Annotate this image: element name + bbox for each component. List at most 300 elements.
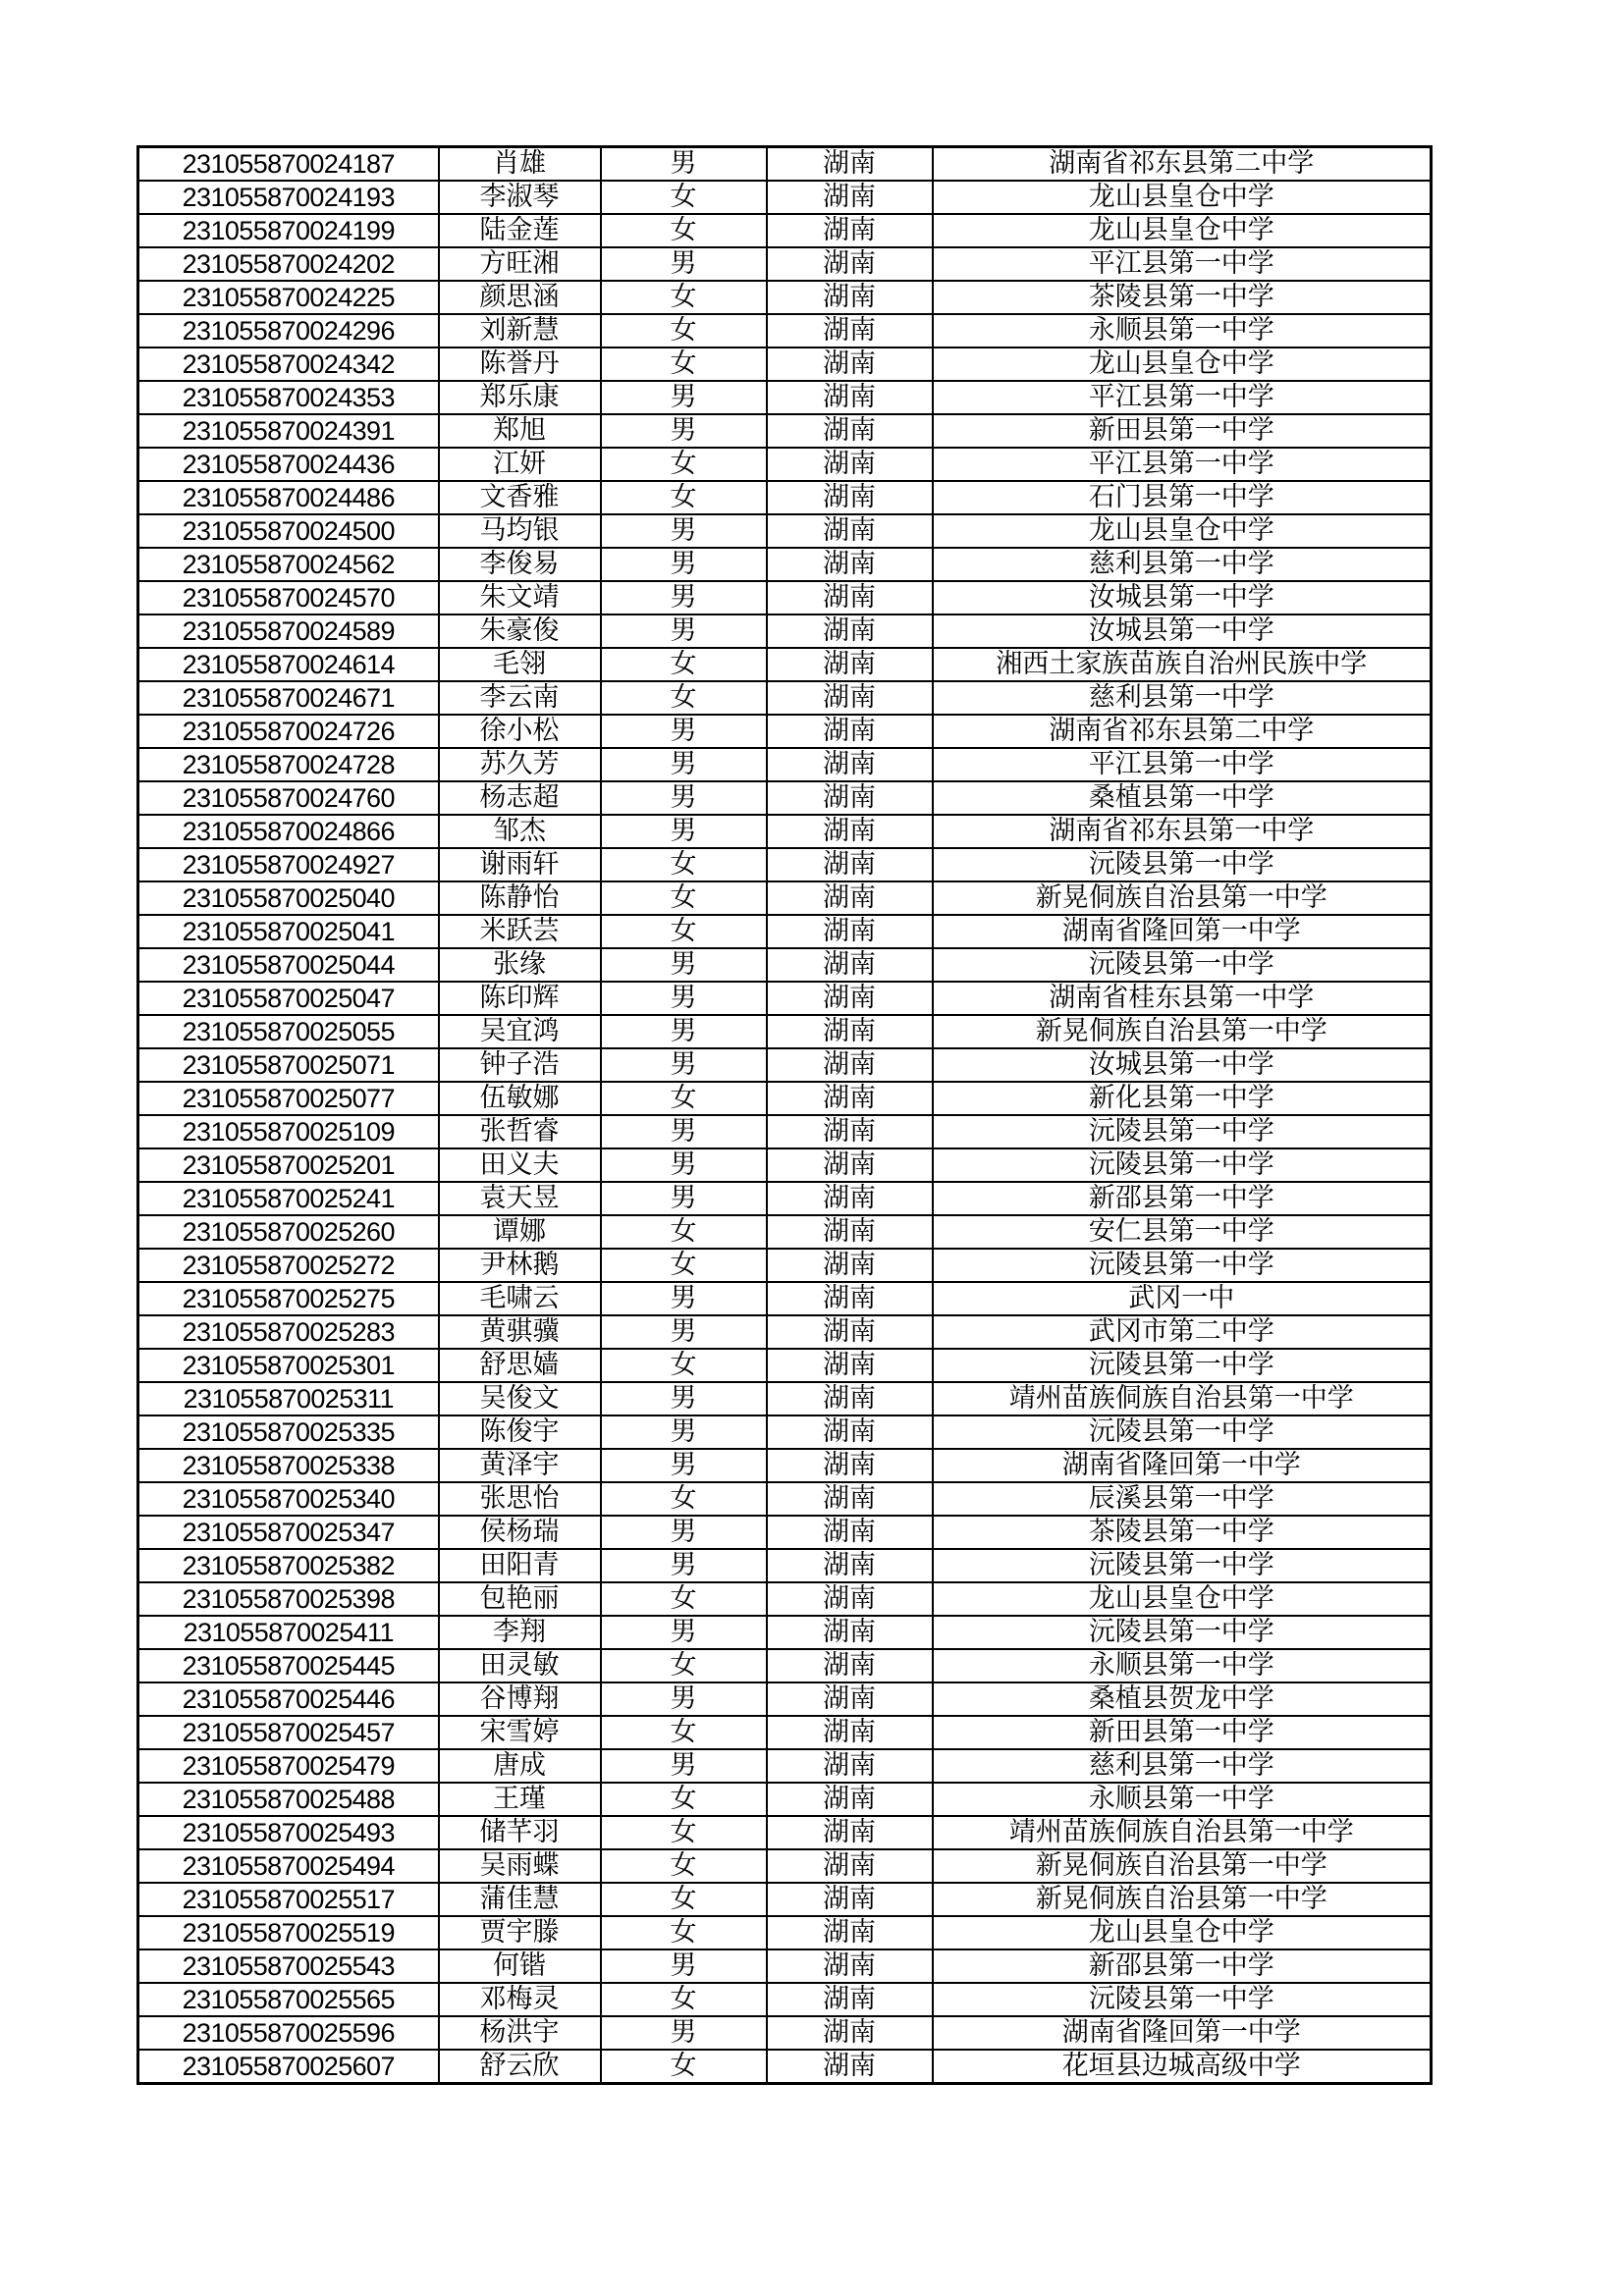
registration-id-cell: 231055870025047 xyxy=(138,982,439,1015)
gender-cell: 男 xyxy=(601,815,767,848)
gender-cell: 女 xyxy=(601,1816,767,1849)
student-name-cell: 伍敏娜 xyxy=(439,1082,601,1115)
student-name-cell: 蒲佳慧 xyxy=(439,1883,601,1916)
gender-cell: 男 xyxy=(601,147,767,182)
gender-cell: 男 xyxy=(601,2016,767,2050)
gender-cell: 女 xyxy=(601,1082,767,1115)
school-cell: 沅陵县第一中学 xyxy=(933,1249,1432,1282)
student-name-cell: 杨志超 xyxy=(439,781,601,815)
province-cell: 湖南 xyxy=(767,2016,933,2050)
province-cell: 湖南 xyxy=(767,1682,933,1716)
province-cell: 湖南 xyxy=(767,1849,933,1883)
table-row xyxy=(138,1015,1432,1048)
province-cell: 湖南 xyxy=(767,1916,933,1949)
registration-id-cell: 231055870025071 xyxy=(138,1048,439,1082)
table-row xyxy=(138,1048,1432,1082)
registration-id-cell: 231055870025446 xyxy=(138,1682,439,1716)
registration-id-cell: 231055870025488 xyxy=(138,1783,439,1816)
province-cell: 湖南 xyxy=(767,1315,933,1349)
registration-id-cell: 231055870025607 xyxy=(138,2050,439,2084)
student-name-cell: 方旺湘 xyxy=(439,247,601,281)
province-cell: 湖南 xyxy=(767,1015,933,1048)
gender-cell: 女 xyxy=(601,1482,767,1516)
student-name-cell: 尹林鹅 xyxy=(439,1249,601,1282)
student-name-cell: 吴雨蝶 xyxy=(439,1849,601,1883)
province-cell: 湖南 xyxy=(767,1616,933,1649)
province-cell: 湖南 xyxy=(767,915,933,948)
gender-cell: 男 xyxy=(601,982,767,1015)
table-row xyxy=(138,514,1432,548)
province-cell: 湖南 xyxy=(767,1115,933,1148)
school-cell: 慈利县第一中学 xyxy=(933,681,1432,715)
student-name-cell: 黄骐骥 xyxy=(439,1315,601,1349)
school-cell: 汝城县第一中学 xyxy=(933,614,1432,648)
table-row xyxy=(138,548,1432,581)
school-cell: 沅陵县第一中学 xyxy=(933,1115,1432,1148)
student-name-cell: 郑乐康 xyxy=(439,381,601,414)
school-cell: 湖南省祁东县第一中学 xyxy=(933,815,1432,848)
table-row xyxy=(138,481,1432,514)
gender-cell: 男 xyxy=(601,1015,767,1048)
province-cell: 湖南 xyxy=(767,881,933,915)
table-row xyxy=(138,347,1432,381)
registration-id-cell: 231055870025519 xyxy=(138,1916,439,1949)
province-cell: 湖南 xyxy=(767,548,933,581)
registration-id-cell: 231055870024866 xyxy=(138,815,439,848)
school-cell: 龙山县皇仓中学 xyxy=(933,1916,1432,1949)
gender-cell: 男 xyxy=(601,1449,767,1482)
table-row xyxy=(138,815,1432,848)
school-cell: 平江县第一中学 xyxy=(933,448,1432,481)
student-name-cell: 李云南 xyxy=(439,681,601,715)
student-name-cell: 何锴 xyxy=(439,1949,601,1983)
registration-id-cell: 231055870025493 xyxy=(138,1816,439,1849)
table-row xyxy=(138,1649,1432,1682)
student-roster-table xyxy=(136,145,1433,2085)
table-row xyxy=(138,147,1432,182)
registration-id-cell: 231055870024614 xyxy=(138,648,439,681)
province-cell: 湖南 xyxy=(767,1249,933,1282)
gender-cell: 女 xyxy=(601,214,767,247)
school-cell: 湖南省祁东县第二中学 xyxy=(933,147,1432,182)
province-cell: 湖南 xyxy=(767,1582,933,1616)
school-cell: 新晃侗族自治县第一中学 xyxy=(933,1015,1432,1048)
registration-id-cell: 231055870025494 xyxy=(138,1849,439,1883)
table-row xyxy=(138,1716,1432,1749)
student-name-cell: 张缘 xyxy=(439,948,601,982)
registration-id-cell: 231055870025044 xyxy=(138,948,439,982)
province-cell: 湖南 xyxy=(767,481,933,514)
student-name-cell: 陈誉丹 xyxy=(439,347,601,381)
school-cell: 沅陵县第一中学 xyxy=(933,1349,1432,1382)
gender-cell: 男 xyxy=(601,1148,767,1182)
gender-cell: 男 xyxy=(601,1282,767,1315)
school-cell: 永顺县第一中学 xyxy=(933,1783,1432,1816)
student-name-cell: 陈俊宇 xyxy=(439,1415,601,1449)
school-cell: 石门县第一中学 xyxy=(933,481,1432,514)
province-cell: 湖南 xyxy=(767,781,933,815)
school-cell: 武冈市第二中学 xyxy=(933,1315,1432,1349)
student-name-cell: 陆金莲 xyxy=(439,214,601,247)
table-row xyxy=(138,681,1432,715)
table-row xyxy=(138,314,1432,347)
gender-cell: 男 xyxy=(601,1682,767,1716)
student-name-cell: 田义夫 xyxy=(439,1148,601,1182)
registration-id-cell: 231055870025445 xyxy=(138,1649,439,1682)
gender-cell: 女 xyxy=(601,181,767,214)
school-cell: 沅陵县第一中学 xyxy=(933,948,1432,982)
student-name-cell: 包艳丽 xyxy=(439,1582,601,1616)
student-name-cell: 颜思涵 xyxy=(439,281,601,314)
school-cell: 新田县第一中学 xyxy=(933,414,1432,448)
registration-id-cell: 231055870024202 xyxy=(138,247,439,281)
table-row xyxy=(138,181,1432,214)
gender-cell: 女 xyxy=(601,1349,767,1382)
school-cell: 沅陵县第一中学 xyxy=(933,1148,1432,1182)
registration-id-cell: 231055870025241 xyxy=(138,1182,439,1215)
gender-cell: 女 xyxy=(601,881,767,915)
province-cell: 湖南 xyxy=(767,381,933,414)
school-cell: 湖南省桂东县第一中学 xyxy=(933,982,1432,1015)
province-cell: 湖南 xyxy=(767,1949,933,1983)
province-cell: 湖南 xyxy=(767,1282,933,1315)
registration-id-cell: 231055870025517 xyxy=(138,1883,439,1916)
registration-id-cell: 231055870025347 xyxy=(138,1516,439,1549)
student-name-cell: 徐小松 xyxy=(439,715,601,748)
student-name-cell: 马均银 xyxy=(439,514,601,548)
table-row xyxy=(138,781,1432,815)
table-row xyxy=(138,748,1432,781)
school-cell: 湖南省隆回第一中学 xyxy=(933,915,1432,948)
table-row xyxy=(138,381,1432,414)
school-cell: 靖州苗族侗族自治县第一中学 xyxy=(933,1816,1432,1849)
table-row xyxy=(138,247,1432,281)
student-name-cell: 米跃芸 xyxy=(439,915,601,948)
province-cell: 湖南 xyxy=(767,681,933,715)
school-cell: 龙山县皇仓中学 xyxy=(933,181,1432,214)
table-row xyxy=(138,1849,1432,1883)
school-cell: 茶陵县第一中学 xyxy=(933,1516,1432,1549)
student-name-cell: 储芊羽 xyxy=(439,1816,601,1849)
registration-id-cell: 231055870024353 xyxy=(138,381,439,414)
gender-cell: 男 xyxy=(601,715,767,748)
school-cell: 桑植县贺龙中学 xyxy=(933,1682,1432,1716)
school-cell: 靖州苗族侗族自治县第一中学 xyxy=(933,1382,1432,1415)
school-cell: 慈利县第一中学 xyxy=(933,548,1432,581)
school-cell: 新晃侗族自治县第一中学 xyxy=(933,1849,1432,1883)
gender-cell: 男 xyxy=(601,247,767,281)
student-name-cell: 陈静怡 xyxy=(439,881,601,915)
province-cell: 湖南 xyxy=(767,614,933,648)
school-cell: 桑植县第一中学 xyxy=(933,781,1432,815)
registration-id-cell: 231055870024726 xyxy=(138,715,439,748)
school-cell: 武冈一中 xyxy=(933,1282,1432,1315)
province-cell: 湖南 xyxy=(767,281,933,314)
school-cell: 新田县第一中学 xyxy=(933,1716,1432,1749)
table-row xyxy=(138,1783,1432,1816)
school-cell: 沅陵县第一中学 xyxy=(933,1415,1432,1449)
registration-id-cell: 231055870025275 xyxy=(138,1282,439,1315)
table-row xyxy=(138,1249,1432,1282)
table-row xyxy=(138,1382,1432,1415)
table-row xyxy=(138,1148,1432,1182)
school-cell: 茶陵县第一中学 xyxy=(933,281,1432,314)
student-name-cell: 朱豪俊 xyxy=(439,614,601,648)
school-cell: 汝城县第一中学 xyxy=(933,1048,1432,1082)
table-row xyxy=(138,1883,1432,1916)
registration-id-cell: 231055870025338 xyxy=(138,1449,439,1482)
gender-cell: 男 xyxy=(601,1182,767,1215)
province-cell: 湖南 xyxy=(767,1082,933,1115)
table-row xyxy=(138,414,1432,448)
registration-id-cell: 231055870024671 xyxy=(138,681,439,715)
table-row xyxy=(138,614,1432,648)
student-name-cell: 黄泽宇 xyxy=(439,1449,601,1482)
school-cell: 新化县第一中学 xyxy=(933,1082,1432,1115)
registration-id-cell: 231055870025382 xyxy=(138,1549,439,1582)
table-row xyxy=(138,1949,1432,1983)
student-name-cell: 吴俊文 xyxy=(439,1382,601,1415)
province-cell: 湖南 xyxy=(767,1716,933,1749)
table-row xyxy=(138,448,1432,481)
registration-id-cell: 231055870025311 xyxy=(138,1382,439,1415)
registration-id-cell: 231055870025457 xyxy=(138,1716,439,1749)
gender-cell: 男 xyxy=(601,1415,767,1449)
gender-cell: 男 xyxy=(601,748,767,781)
gender-cell: 男 xyxy=(601,381,767,414)
table-row xyxy=(138,1415,1432,1449)
table-row xyxy=(138,1749,1432,1783)
registration-id-cell: 231055870025301 xyxy=(138,1349,439,1382)
registration-id-cell: 231055870025335 xyxy=(138,1415,439,1449)
student-name-cell: 张思怡 xyxy=(439,1482,601,1516)
gender-cell: 女 xyxy=(601,1849,767,1883)
gender-cell: 男 xyxy=(601,614,767,648)
student-name-cell: 李翔 xyxy=(439,1616,601,1649)
registration-id-cell: 231055870025040 xyxy=(138,881,439,915)
province-cell: 湖南 xyxy=(767,247,933,281)
table-row xyxy=(138,1916,1432,1949)
gender-cell: 女 xyxy=(601,1582,767,1616)
province-cell: 湖南 xyxy=(767,181,933,214)
school-cell: 湖南省隆回第一中学 xyxy=(933,2016,1432,2050)
table-row xyxy=(138,648,1432,681)
student-name-cell: 毛翎 xyxy=(439,648,601,681)
gender-cell: 男 xyxy=(601,781,767,815)
student-name-cell: 侯杨瑞 xyxy=(439,1516,601,1549)
gender-cell: 男 xyxy=(601,1315,767,1349)
registration-id-cell: 231055870025411 xyxy=(138,1616,439,1649)
registration-id-cell: 231055870025201 xyxy=(138,1148,439,1182)
registration-id-cell: 231055870024187 xyxy=(138,147,439,182)
gender-cell: 男 xyxy=(601,1749,767,1783)
registration-id-cell: 231055870024562 xyxy=(138,548,439,581)
table-row xyxy=(138,281,1432,314)
school-cell: 安仁县第一中学 xyxy=(933,1215,1432,1249)
table-row xyxy=(138,881,1432,915)
student-name-cell: 陈印辉 xyxy=(439,982,601,1015)
student-name-cell: 李俊易 xyxy=(439,548,601,581)
student-name-cell: 朱文靖 xyxy=(439,581,601,614)
registration-id-cell: 231055870024193 xyxy=(138,181,439,214)
student-name-cell: 江妍 xyxy=(439,448,601,481)
province-cell: 湖南 xyxy=(767,1215,933,1249)
province-cell: 湖南 xyxy=(767,715,933,748)
registration-id-cell: 231055870024199 xyxy=(138,214,439,247)
school-cell: 龙山县皇仓中学 xyxy=(933,514,1432,548)
gender-cell: 男 xyxy=(601,1616,767,1649)
student-name-cell: 邓梅灵 xyxy=(439,1983,601,2016)
table-row xyxy=(138,1549,1432,1582)
student-name-cell: 王瑾 xyxy=(439,1783,601,1816)
student-name-cell: 谷博翔 xyxy=(439,1682,601,1716)
table-row xyxy=(138,1282,1432,1315)
registration-id-cell: 231055870025077 xyxy=(138,1082,439,1115)
school-cell: 新邵县第一中学 xyxy=(933,1949,1432,1983)
gender-cell: 男 xyxy=(601,948,767,982)
gender-cell: 男 xyxy=(601,1115,767,1148)
school-cell: 沅陵县第一中学 xyxy=(933,1983,1432,2016)
table-row xyxy=(138,1449,1432,1482)
registration-id-cell: 231055870024589 xyxy=(138,614,439,648)
gender-cell: 女 xyxy=(601,1916,767,1949)
student-name-cell: 钟子浩 xyxy=(439,1048,601,1082)
school-cell: 汝城县第一中学 xyxy=(933,581,1432,614)
gender-cell: 女 xyxy=(601,314,767,347)
school-cell: 平江县第一中学 xyxy=(933,381,1432,414)
registration-id-cell: 231055870024225 xyxy=(138,281,439,314)
student-name-cell: 田灵敏 xyxy=(439,1649,601,1682)
student-name-cell: 谢雨轩 xyxy=(439,848,601,881)
gender-cell: 男 xyxy=(601,414,767,448)
school-cell: 新邵县第一中学 xyxy=(933,1182,1432,1215)
province-cell: 湖南 xyxy=(767,1516,933,1549)
table-row xyxy=(138,1349,1432,1382)
student-name-cell: 宋雪婷 xyxy=(439,1716,601,1749)
province-cell: 湖南 xyxy=(767,314,933,347)
province-cell: 湖南 xyxy=(767,448,933,481)
gender-cell: 女 xyxy=(601,915,767,948)
table-row xyxy=(138,1582,1432,1616)
gender-cell: 女 xyxy=(601,1716,767,1749)
registration-id-cell: 231055870024391 xyxy=(138,414,439,448)
table-row xyxy=(138,1516,1432,1549)
table-row xyxy=(138,1482,1432,1516)
table-row xyxy=(138,1082,1432,1115)
school-cell: 永顺县第一中学 xyxy=(933,314,1432,347)
province-cell: 湖南 xyxy=(767,514,933,548)
gender-cell: 男 xyxy=(601,1949,767,1983)
school-cell: 辰溪县第一中学 xyxy=(933,1482,1432,1516)
student-name-cell: 刘新慧 xyxy=(439,314,601,347)
province-cell: 湖南 xyxy=(767,1482,933,1516)
registration-id-cell: 231055870025260 xyxy=(138,1215,439,1249)
province-cell: 湖南 xyxy=(767,1349,933,1382)
student-name-cell: 邹杰 xyxy=(439,815,601,848)
gender-cell: 女 xyxy=(601,481,767,514)
registration-id-cell: 231055870025543 xyxy=(138,1949,439,1983)
school-cell: 湖南省祁东县第二中学 xyxy=(933,715,1432,748)
province-cell: 湖南 xyxy=(767,1048,933,1082)
registration-id-cell: 231055870025283 xyxy=(138,1315,439,1349)
student-name-cell: 杨洪宇 xyxy=(439,2016,601,2050)
registration-id-cell: 231055870025109 xyxy=(138,1115,439,1148)
student-name-cell: 舒云欣 xyxy=(439,2050,601,2084)
school-cell: 新晃侗族自治县第一中学 xyxy=(933,881,1432,915)
province-cell: 湖南 xyxy=(767,2050,933,2084)
registration-id-cell: 231055870024500 xyxy=(138,514,439,548)
table-row xyxy=(138,1682,1432,1716)
province-cell: 湖南 xyxy=(767,347,933,381)
gender-cell: 女 xyxy=(601,648,767,681)
registration-id-cell: 231055870025479 xyxy=(138,1749,439,1783)
province-cell: 湖南 xyxy=(767,147,933,182)
province-cell: 湖南 xyxy=(767,815,933,848)
table-row xyxy=(138,1115,1432,1148)
gender-cell: 男 xyxy=(601,1048,767,1082)
table-row xyxy=(138,715,1432,748)
table-row xyxy=(138,1983,1432,2016)
school-cell: 沅陵县第一中学 xyxy=(933,1616,1432,1649)
table-row xyxy=(138,982,1432,1015)
gender-cell: 女 xyxy=(601,1249,767,1282)
gender-cell: 女 xyxy=(601,1783,767,1816)
roster-body xyxy=(138,147,1432,2084)
province-cell: 湖南 xyxy=(767,1415,933,1449)
gender-cell: 男 xyxy=(601,1516,767,1549)
registration-id-cell: 231055870025398 xyxy=(138,1582,439,1616)
registration-id-cell: 231055870025565 xyxy=(138,1983,439,2016)
registration-id-cell: 231055870025041 xyxy=(138,915,439,948)
table-row xyxy=(138,948,1432,982)
table-row xyxy=(138,1816,1432,1849)
school-cell: 永顺县第一中学 xyxy=(933,1649,1432,1682)
province-cell: 湖南 xyxy=(767,1749,933,1783)
school-cell: 新晃侗族自治县第一中学 xyxy=(933,1883,1432,1916)
province-cell: 湖南 xyxy=(767,1649,933,1682)
gender-cell: 女 xyxy=(601,1883,767,1916)
school-cell: 沅陵县第一中学 xyxy=(933,848,1432,881)
student-name-cell: 袁天昱 xyxy=(439,1182,601,1215)
registration-id-cell: 231055870024342 xyxy=(138,347,439,381)
school-cell: 沅陵县第一中学 xyxy=(933,1549,1432,1582)
student-name-cell: 毛啸云 xyxy=(439,1282,601,1315)
student-name-cell: 李淑琴 xyxy=(439,181,601,214)
gender-cell: 女 xyxy=(601,681,767,715)
table-row xyxy=(138,1616,1432,1649)
province-cell: 湖南 xyxy=(767,1182,933,1215)
province-cell: 湖南 xyxy=(767,1783,933,1816)
gender-cell: 男 xyxy=(601,1549,767,1582)
school-cell: 龙山县皇仓中学 xyxy=(933,347,1432,381)
gender-cell: 男 xyxy=(601,1382,767,1415)
registration-id-cell: 231055870024728 xyxy=(138,748,439,781)
school-cell: 龙山县皇仓中学 xyxy=(933,1582,1432,1616)
province-cell: 湖南 xyxy=(767,1449,933,1482)
province-cell: 湖南 xyxy=(767,1883,933,1916)
province-cell: 湖南 xyxy=(767,581,933,614)
registration-id-cell: 231055870024927 xyxy=(138,848,439,881)
province-cell: 湖南 xyxy=(767,982,933,1015)
gender-cell: 女 xyxy=(601,281,767,314)
student-name-cell: 文香雅 xyxy=(439,481,601,514)
province-cell: 湖南 xyxy=(767,748,933,781)
table-row xyxy=(138,848,1432,881)
school-cell: 花垣县边城高级中学 xyxy=(933,2050,1432,2084)
registration-id-cell: 231055870024486 xyxy=(138,481,439,514)
registration-id-cell: 231055870025055 xyxy=(138,1015,439,1048)
province-cell: 湖南 xyxy=(767,1549,933,1582)
